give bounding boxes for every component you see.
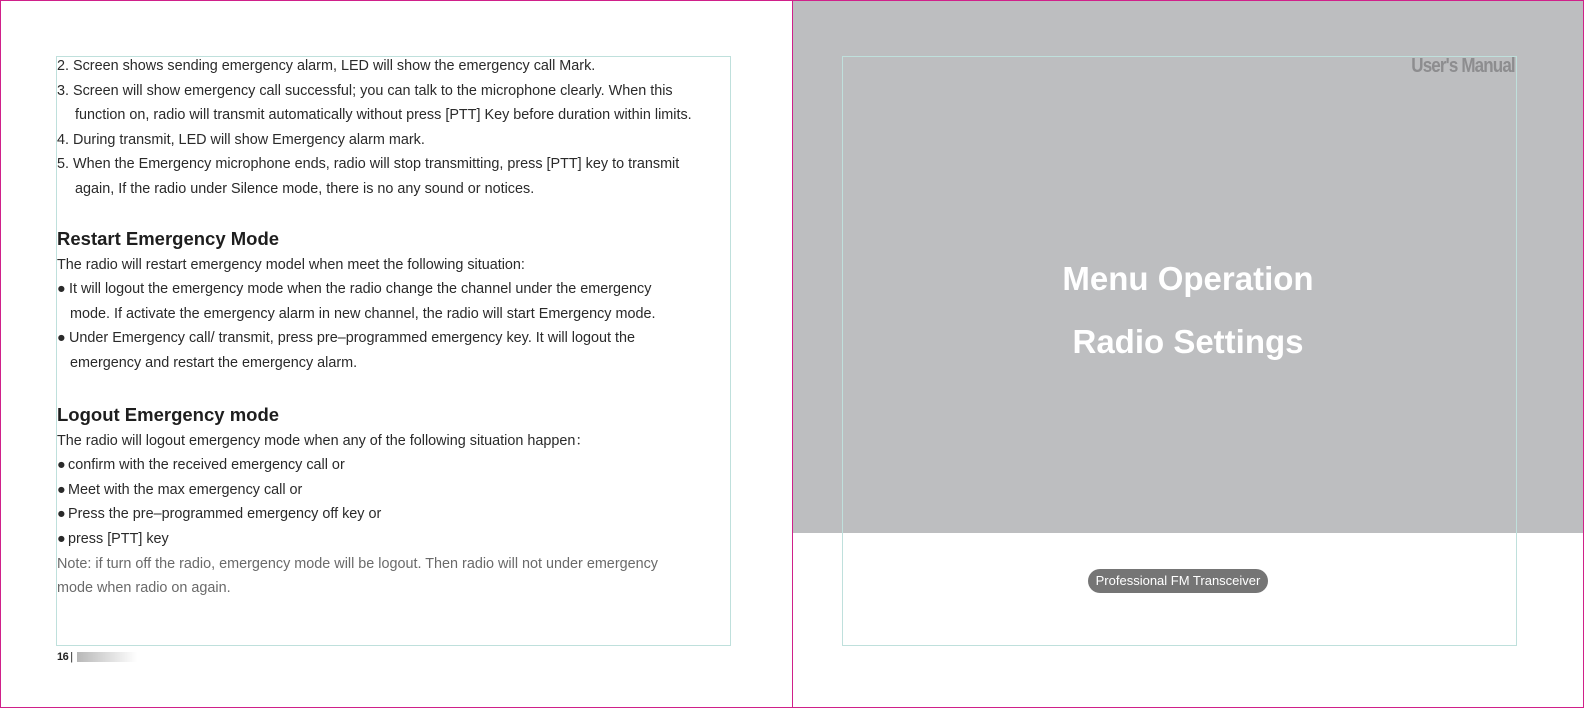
step-3-line-2: function on, radio will transmit automatically without press [PTT] Key before duration within limits. [75, 107, 692, 124]
restart-bullet-2-text: Under Emergency call/ transmit, press pre–programmed emergency key. It will logout the [69, 330, 635, 347]
section-title-menu-operation: Menu Operation [1062, 260, 1314, 297]
logout-bullet-1 [57, 453, 757, 478]
step-3-line-1: 3. Screen will show emergency call successful; you can talk to the microphone clearly. When this [57, 82, 673, 99]
restart-bullet-1 [57, 277, 757, 302]
logout-bullet-1-text: confirm with the received emergency call or [68, 457, 345, 474]
footer-separator: | [70, 651, 74, 663]
restart-bullet-2 [57, 326, 757, 351]
restart-bullet-1-line-2: mode. If activate the emergency alarm in new channel, the radio will start Emergency mode. [70, 305, 656, 322]
step-4-line-1: 4. During transmit, LED will show Emergency alarm mark. [57, 131, 425, 148]
bullet-dot: ● [57, 457, 66, 474]
logout-intro: The radio will logout emergency mode when any of the following situation happen： [57, 432, 590, 449]
logout-bullet-2-text: Meet with the max emergency call or [68, 481, 303, 498]
page-number: 16 [57, 651, 69, 663]
footer-gradient-bar [77, 652, 137, 662]
step-2-line-1: 2. Screen shows sending emergency alarm, LED will show the emergency call Mark. [57, 58, 596, 74]
logout-bullet-4-text: press [PTT] key [68, 530, 169, 547]
restart-bullet-1-text: It will logout the emergency mode when the radio change the channel under the emergency [69, 281, 652, 298]
logout-bullet-3 [57, 502, 757, 527]
left-text-block [57, 54, 757, 601]
logout-bullet-3-text: Press the pre–programmed emergency off key or [68, 506, 382, 523]
product-badge: Professional FM Transceiver [1088, 569, 1268, 593]
bullet-dot: ● [57, 530, 66, 547]
bullet-dot: ● [57, 281, 66, 298]
logout-note-line-1: Note: if turn off the radio, emergency mode will be logout. Then radio will not under emergency [57, 555, 659, 572]
section-title-radio-settings: Radio Settings [1072, 323, 1304, 360]
logout-note-line-2: mode when radio on again. [57, 580, 231, 597]
restart-heading: Restart Emergency Mode [57, 227, 280, 249]
logout-bullet-2 [57, 478, 757, 503]
logout-bullet-4 [57, 527, 757, 552]
right-page [792, 0, 1584, 708]
bullet-dot: ● [57, 481, 66, 498]
restart-intro: The radio will restart emergency model when meet the following situation: [57, 256, 525, 273]
bullet-dot: ● [57, 506, 66, 523]
step-5-line-1: 5. When the Emergency microphone ends, radio will stop transmitting, press [PTT] key to transmit [57, 156, 680, 173]
logout-heading: Logout Emergency mode [57, 403, 280, 425]
users-manual-label: User's Manual [1411, 55, 1515, 77]
step-5-line-2: again, If the radio under Silence mode, there is no any sound or notices. [75, 180, 535, 197]
bullet-dot: ● [57, 330, 66, 347]
page-footer [57, 651, 137, 663]
restart-bullet-2-line-2: emergency and restart the emergency alarm. [70, 354, 358, 371]
